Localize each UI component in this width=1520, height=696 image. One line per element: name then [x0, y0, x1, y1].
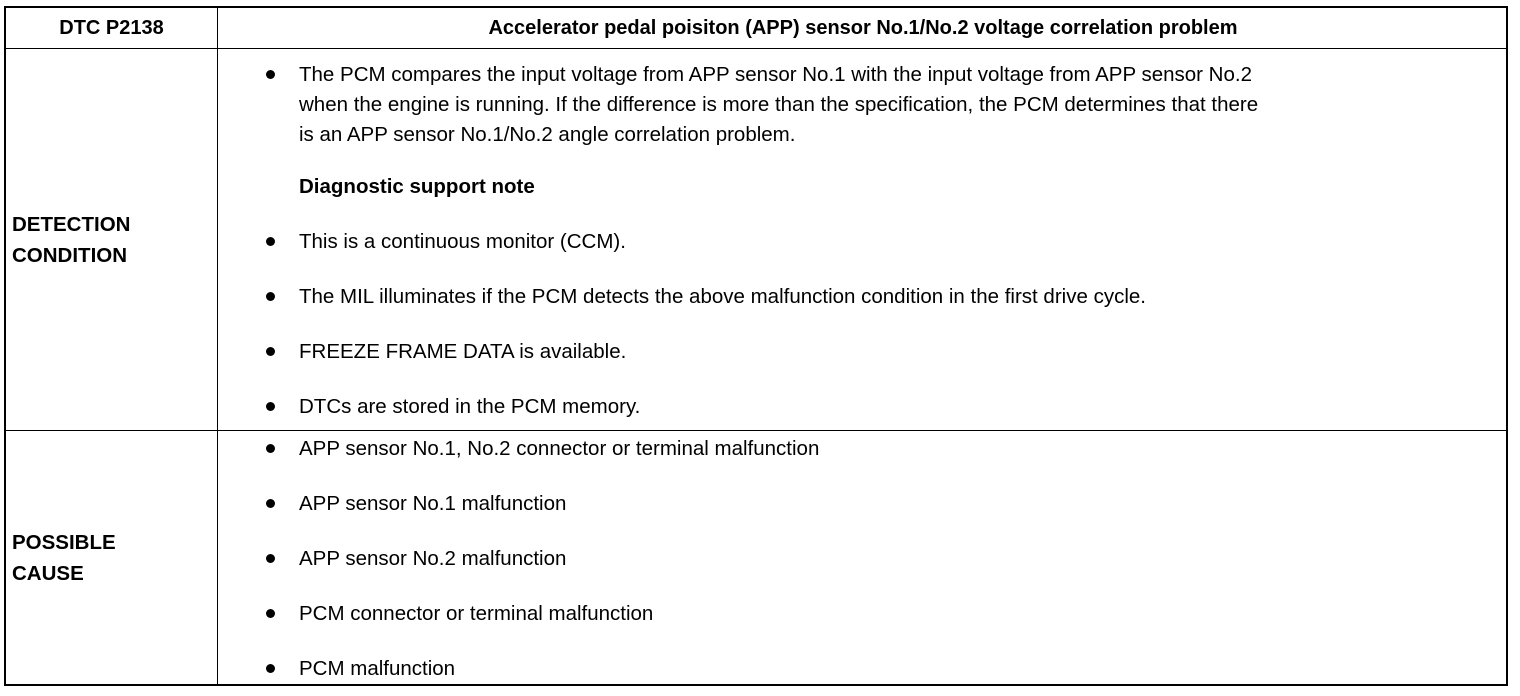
cause-list-item — [266, 434, 1496, 464]
detection-label-line1: DETECTION — [12, 212, 131, 236]
cause-item-text: APP sensor No.1, No.2 connector or terminal malfunction — [299, 437, 820, 460]
detection-list-item — [266, 227, 1496, 257]
bullet-icon — [266, 292, 275, 301]
cause-label-line1: POSSIBLE — [12, 530, 116, 554]
bullet-icon — [266, 664, 275, 673]
cause-list-item — [266, 654, 1496, 684]
bullet-icon — [266, 347, 275, 356]
diagnostic-support-note-title: Diagnostic support note — [299, 175, 535, 198]
detection-item-text: FREEZE FRAME DATA is available. — [299, 340, 627, 363]
column-divider — [217, 8, 218, 684]
bullet-icon — [266, 609, 275, 618]
cause-label-line2: CAUSE — [12, 561, 84, 585]
bullet-icon — [266, 70, 275, 79]
detection-label-line2: CONDITION — [12, 243, 128, 267]
cause-list-item — [266, 489, 1496, 519]
cause-item-text: APP sensor No.2 malfunction — [299, 547, 567, 570]
cause-item-text: PCM malfunction — [299, 657, 456, 680]
detection-list-item — [266, 392, 1496, 422]
bullet-icon — [266, 444, 275, 453]
bullet-icon — [266, 237, 275, 246]
cause-item-text: PCM connector or terminal malfunction — [299, 602, 654, 625]
header-divider — [6, 48, 1506, 49]
bullet-icon — [266, 554, 275, 563]
detection-condition-label — [6, 49, 217, 430]
cause-item-text: APP sensor No.1 malfunction — [299, 492, 567, 515]
dtc-code-header: DTC P2138 — [59, 16, 164, 39]
bullet-icon — [266, 402, 275, 411]
detection-item-text: This is a continuous monitor (CCM). — [299, 230, 626, 253]
row-divider — [6, 430, 1506, 431]
detection-list-item — [266, 282, 1496, 312]
possible-cause-label — [6, 431, 217, 684]
detection-description-item — [266, 60, 1496, 150]
cause-list-item — [266, 599, 1496, 629]
detection-item-text: DTCs are stored in the PCM memory. — [299, 395, 641, 418]
dtc-table — [4, 6, 1508, 686]
detection-list-item — [266, 337, 1496, 367]
cause-list-item — [266, 544, 1496, 574]
dtc-title-header: Accelerator pedal poisiton (APP) sensor No.1/No.2 voltage correlation problem — [488, 16, 1238, 39]
bullet-icon — [266, 499, 275, 508]
detection-item-text: The MIL illuminates if the PCM detects the above malfunction condition in the first drive cycle. — [299, 285, 1146, 308]
detection-description-text: The PCM compares the input voltage from APP sensor No.1 with the input voltage from APP sensor No.2 when the engine is running. If the difference is more than the specification, the PCM determines that there is an APP sensor No.1/No.2 angle correlation problem. — [299, 63, 1259, 146]
